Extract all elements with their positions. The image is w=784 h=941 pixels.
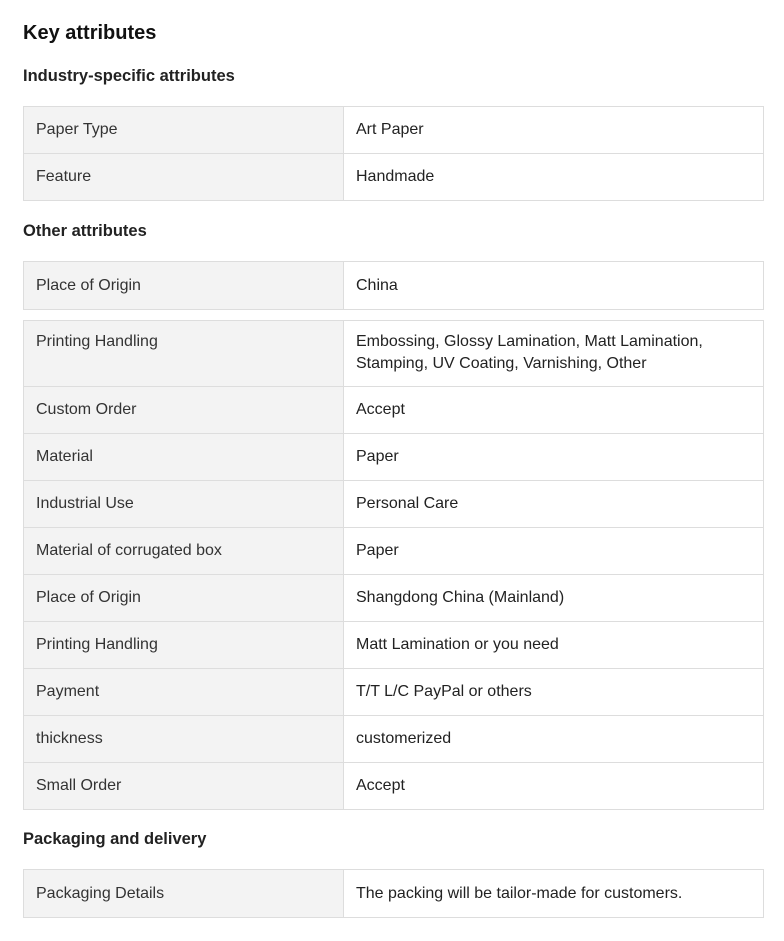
attribute-key: Paper Type: [24, 107, 344, 154]
table-row: [24, 528, 764, 575]
industry-attributes-table: [23, 106, 764, 201]
industry-section-title: Industry-specific attributes: [23, 67, 235, 85]
table-row: [24, 669, 764, 716]
table-row: [24, 321, 764, 387]
table-row: [24, 262, 764, 310]
attribute-key: Material of corrugated box: [24, 528, 344, 575]
table-row: [24, 716, 764, 763]
attribute-value: T/T L/C PayPal or others: [344, 669, 764, 716]
attribute-value: Handmade: [344, 154, 764, 201]
attribute-value: Accept: [344, 763, 764, 810]
attribute-value: Paper: [344, 528, 764, 575]
packaging-section-title: Packaging and delivery: [23, 830, 207, 848]
table-row: [24, 481, 764, 528]
attribute-value: Embossing, Glossy Lamination, Matt Lamination, Stamping, UV Coating, Varnishing, Other: [344, 321, 764, 387]
table-row: [24, 387, 764, 434]
attribute-value: Matt Lamination or you need: [344, 622, 764, 669]
table-row: [24, 434, 764, 481]
page-title: Key attributes: [23, 22, 157, 44]
attribute-value: The packing will be tailor-made for customers.: [344, 870, 764, 918]
table-row: [24, 107, 764, 154]
table-row: [24, 763, 764, 810]
table-row: [24, 154, 764, 201]
other-section-title: Other attributes: [23, 222, 147, 240]
attribute-value: Accept: [344, 387, 764, 434]
attribute-key: Small Order: [24, 763, 344, 810]
attribute-key: Custom Order: [24, 387, 344, 434]
attribute-key: Feature: [24, 154, 344, 201]
attribute-value: Art Paper: [344, 107, 764, 154]
other-attributes-table: [23, 320, 764, 810]
other-attributes-first-table: [23, 261, 764, 310]
attribute-key: Place of Origin: [24, 262, 344, 310]
attribute-value: Shangdong China (Mainland): [344, 575, 764, 622]
attribute-key: Place of Origin: [24, 575, 344, 622]
packaging-attributes-table: [23, 869, 764, 918]
attribute-key: Packaging Details: [24, 870, 344, 918]
attribute-key: thickness: [24, 716, 344, 763]
table-row: [24, 870, 764, 918]
attribute-key: Material: [24, 434, 344, 481]
attribute-value: China: [344, 262, 764, 310]
attribute-key: Industrial Use: [24, 481, 344, 528]
table-row: [24, 622, 764, 669]
attribute-key: Printing Handling: [24, 622, 344, 669]
attribute-key: Payment: [24, 669, 344, 716]
attribute-value: Personal Care: [344, 481, 764, 528]
attribute-value: Paper: [344, 434, 764, 481]
attribute-value: customerized: [344, 716, 764, 763]
attribute-key: Printing Handling: [24, 321, 344, 387]
table-row: [24, 575, 764, 622]
